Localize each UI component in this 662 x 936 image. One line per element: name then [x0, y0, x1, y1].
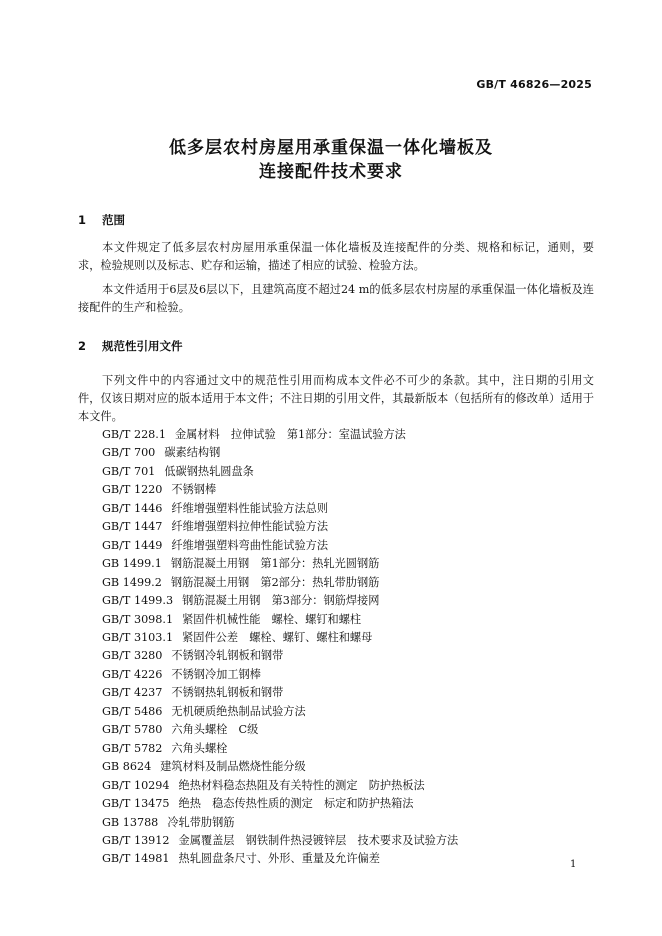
reference-item: [102, 850, 458, 868]
scope-paragraph-2: 本文件适用于6层及6层以下，且建筑高度不超过24 m的低多层农村房屋的承重保温一体化墙板及连接配件的生产和检验。: [78, 283, 594, 314]
reference-title: 钢筋混凝土用钢 第1部分：热轧光圆钢筋: [170, 557, 380, 571]
reference-item: [102, 537, 458, 555]
reference-code: GB/T 5782: [102, 741, 163, 755]
title-line-2: 连接配件技术要求: [259, 162, 403, 182]
reference-item: [102, 814, 458, 832]
reference-title: 无机硬质绝热制品试验方法: [171, 704, 306, 718]
reference-item: [102, 795, 458, 813]
reference-title: 金属材料 拉伸试验 第1部分：室温试验方法: [174, 428, 406, 441]
section-1-title: 范围: [102, 213, 126, 227]
reference-item: [102, 611, 458, 629]
scope-paragraph-1: 本文件规定了低多层农村房屋用承重保温一体化墙板及连接配件的分类、规格和标记，通则，要求，检验规则以及标志、贮存和运输，描述了相应的试验、检验方法。: [78, 241, 594, 272]
reference-code: GB/T 14981: [102, 852, 170, 866]
reference-code: GB/T 5780: [102, 723, 163, 737]
reference-code: GB/T 13475: [102, 797, 170, 811]
reference-item: [102, 684, 458, 702]
reference-title: 金属覆盖层 钢铁制件热浸镀锌层 技术要求及试验方法: [178, 833, 459, 847]
reference-code: GB/T 3103.1: [102, 630, 174, 644]
page-number: 1: [570, 859, 577, 870]
reference-title: 钢筋混凝土用钢 第2部分：热轧带肋钢筋: [170, 575, 380, 589]
reference-item: [102, 518, 458, 536]
reference-code: GB/T 228.1: [102, 428, 166, 441]
references-intro: 下列文件中的内容通过文中的规范性引用而构成本文件必不可少的条款。其中，注日期的引用文件，仅该日期对应的版本适用于本文件；不注日期的引用文件，其最新版本（包括所有的修改单）适用于本文件。: [78, 374, 594, 423]
reference-title: 紧固件公差 螺栓、螺钉、螺柱和螺母: [182, 630, 373, 644]
standard-number: GB/T 46826—2025: [476, 78, 592, 91]
reference-title: 六角头螺栓 C级: [171, 723, 259, 737]
reference-title: 不锈钢冷加工钢棒: [171, 667, 261, 681]
reference-code: GB/T 3280: [102, 649, 163, 663]
reference-item: [102, 721, 458, 739]
reference-title: 六角头螺栓: [171, 741, 228, 755]
reference-item: [102, 463, 458, 481]
reference-code: GB 8624: [102, 760, 152, 774]
section-2-number: 2: [78, 339, 87, 353]
reference-item: [102, 500, 458, 518]
reference-item: [102, 444, 458, 462]
reference-item: [102, 758, 458, 776]
reference-code: GB/T 10294: [102, 778, 170, 792]
reference-item: [102, 481, 458, 499]
reference-title: 热轧圆盘条尺寸、外形、重量及允许偏差: [178, 852, 380, 866]
reference-title: 不锈钢热轧钢板和钢带: [171, 686, 284, 700]
reference-code: GB/T 3098.1: [102, 612, 174, 626]
reference-item: [102, 832, 458, 850]
reference-code: GB/T 1499.3: [102, 594, 174, 608]
reference-item: [102, 574, 458, 592]
reference-title: 纤维增强塑料拉伸性能试验方法: [171, 520, 329, 534]
reference-item: [102, 629, 458, 647]
reference-code: GB/T 5486: [102, 704, 163, 718]
reference-code: GB/T 1220: [102, 483, 163, 497]
reference-title: 纤维增强塑料弯曲性能试验方法: [171, 538, 329, 552]
reference-item: [102, 666, 458, 684]
reference-title: 碳素结构钢: [164, 446, 221, 460]
reference-code: GB/T 1446: [102, 501, 163, 515]
document-title: [0, 136, 662, 184]
reference-code: GB/T 1449: [102, 538, 163, 552]
reference-title: 不锈钢冷轧钢板和钢带: [171, 649, 284, 663]
reference-item: [102, 703, 458, 721]
title-line-1: 低多层农村房屋用承重保温一体化墙板及: [169, 138, 493, 158]
reference-title: 紧固件机械性能 螺栓、螺钉和螺柱: [182, 612, 362, 626]
reference-code: GB/T 4237: [102, 686, 163, 700]
section-2-heading: [78, 338, 183, 354]
section-1-heading: [78, 212, 125, 228]
reference-item: [102, 426, 458, 444]
reference-title: 冷轧带肋钢筋: [167, 815, 235, 829]
section-2-title: 规范性引用文件: [102, 339, 183, 353]
reference-title: 绝热 稳态传热性质的测定 标定和防护热箱法: [178, 797, 414, 811]
reference-title: 钢筋混凝土用钢 第3部分：钢筋焊接网: [182, 594, 380, 608]
section-1-number: 1: [78, 213, 87, 227]
reference-code: GB/T 1447: [102, 520, 163, 534]
reference-title: 建筑材料及制品燃烧性能分级: [160, 760, 306, 774]
reference-item: [102, 740, 458, 758]
reference-item: [102, 555, 458, 573]
reference-code: GB/T 701: [102, 464, 156, 478]
reference-item: [102, 777, 458, 795]
reference-code: GB 13788: [102, 815, 159, 829]
reference-list: [102, 426, 458, 869]
reference-code: GB/T 4226: [102, 667, 163, 681]
reference-title: 纤维增强塑料性能试验方法总则: [171, 501, 329, 515]
reference-title: 绝热材料稳态热阻及有关特性的测定 防护热板法: [178, 778, 425, 792]
reference-title: 低碳钢热轧圆盘条: [164, 464, 254, 478]
reference-code: GB/T 700: [102, 446, 156, 460]
reference-item: [102, 647, 458, 665]
reference-code: GB/T 13912: [102, 833, 170, 847]
reference-item: [102, 592, 458, 610]
reference-code: GB 1499.1: [102, 557, 162, 571]
reference-title: 不锈钢棒: [171, 483, 217, 497]
reference-code: GB 1499.2: [102, 575, 162, 589]
